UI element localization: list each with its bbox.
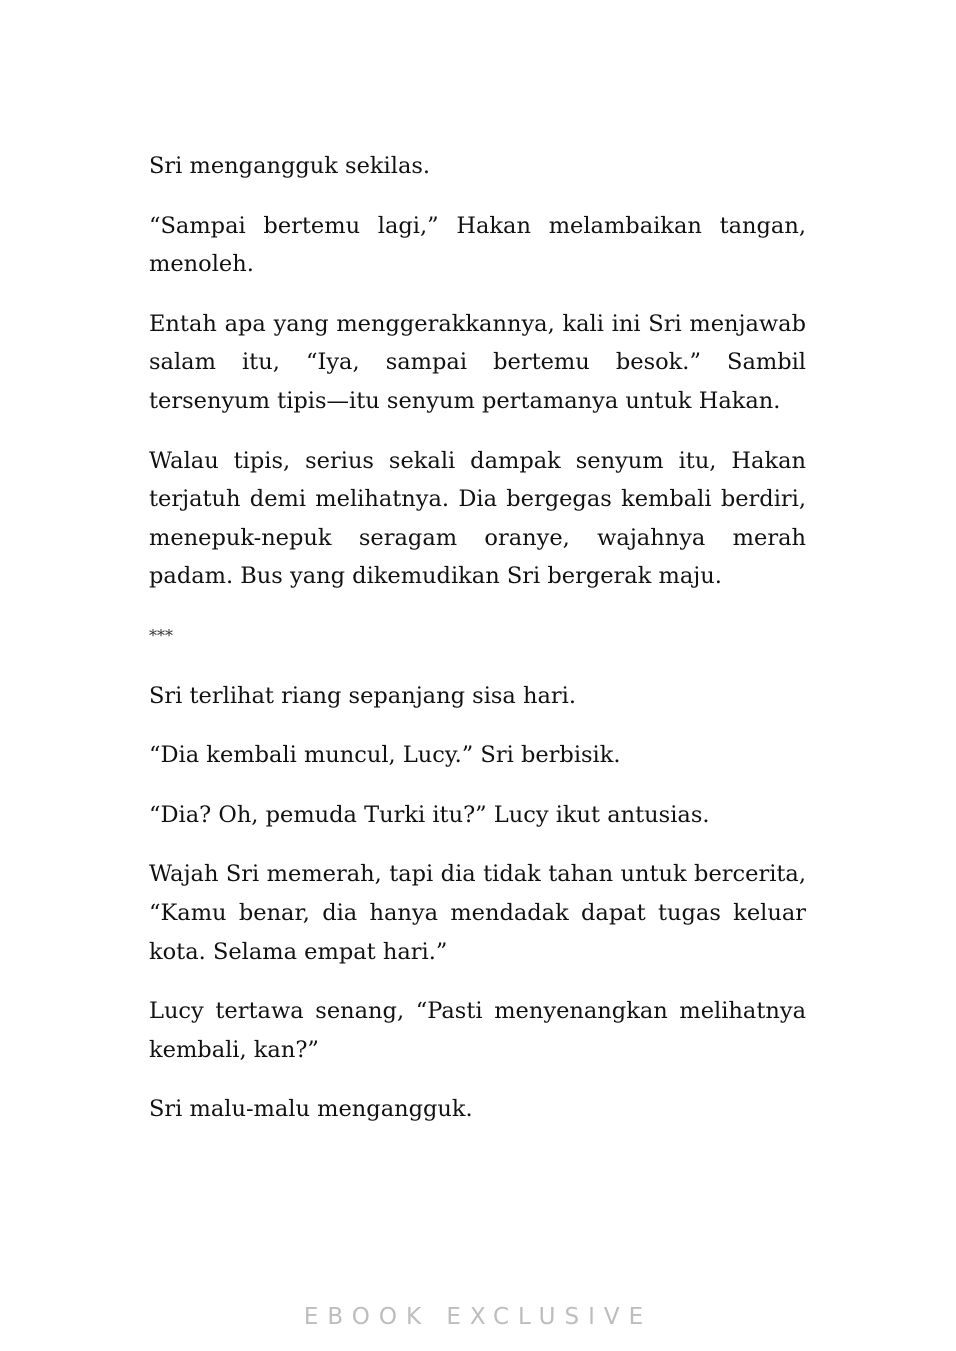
paragraph: Sri terlihat riang sepanjang sisa hari.	[149, 682, 577, 709]
page-body	[149, 147, 806, 1150]
paragraph: Walau tipis, serius sekali dampak senyum itu, Hakan terjatuh demi melihatnya. Dia bergegas kembali berdiri, menepuk-nepuk seragam oranye, wajahnya merah padam. Bus yang dikemudikan Sri bergerak maju.	[149, 447, 806, 590]
footer-ebook-exclusive: EBOOK EXCLUSIVE	[303, 1304, 653, 1330]
paragraph: Sri mengangguk sekilas.	[149, 153, 431, 179]
scene-separator: ***	[149, 625, 173, 645]
paragraph: Wajah Sri memerah, tapi dia tidak tahan untuk bercerita, “Kamu benar, dia hanya mendadak dapat tugas keluar kota. Selama empat hari.”	[149, 861, 806, 965]
paragraph: “Dia kembali muncul, Lucy.” Sri berbisik.	[149, 742, 621, 769]
paragraph: Lucy tertawa senang, “Pasti menyenangkan melihatnya kembali, kan?”	[149, 998, 806, 1063]
paragraph: “Sampai bertemu lagi,” Hakan melambaikan tangan, menoleh.	[149, 212, 806, 278]
paragraph: “Dia? Oh, pemuda Turki itu?” Lucy ikut antusias.	[149, 801, 710, 828]
paragraph: Sri malu-malu mengangguk.	[149, 1096, 473, 1123]
paragraph: Entah apa yang menggerakkannya, kali ini Sri menjawab salam itu, “Iya, sampai bertemu besok.” Sambil tersenyum tipis—itu senyum pertamanya untuk Hakan.	[149, 310, 806, 414]
